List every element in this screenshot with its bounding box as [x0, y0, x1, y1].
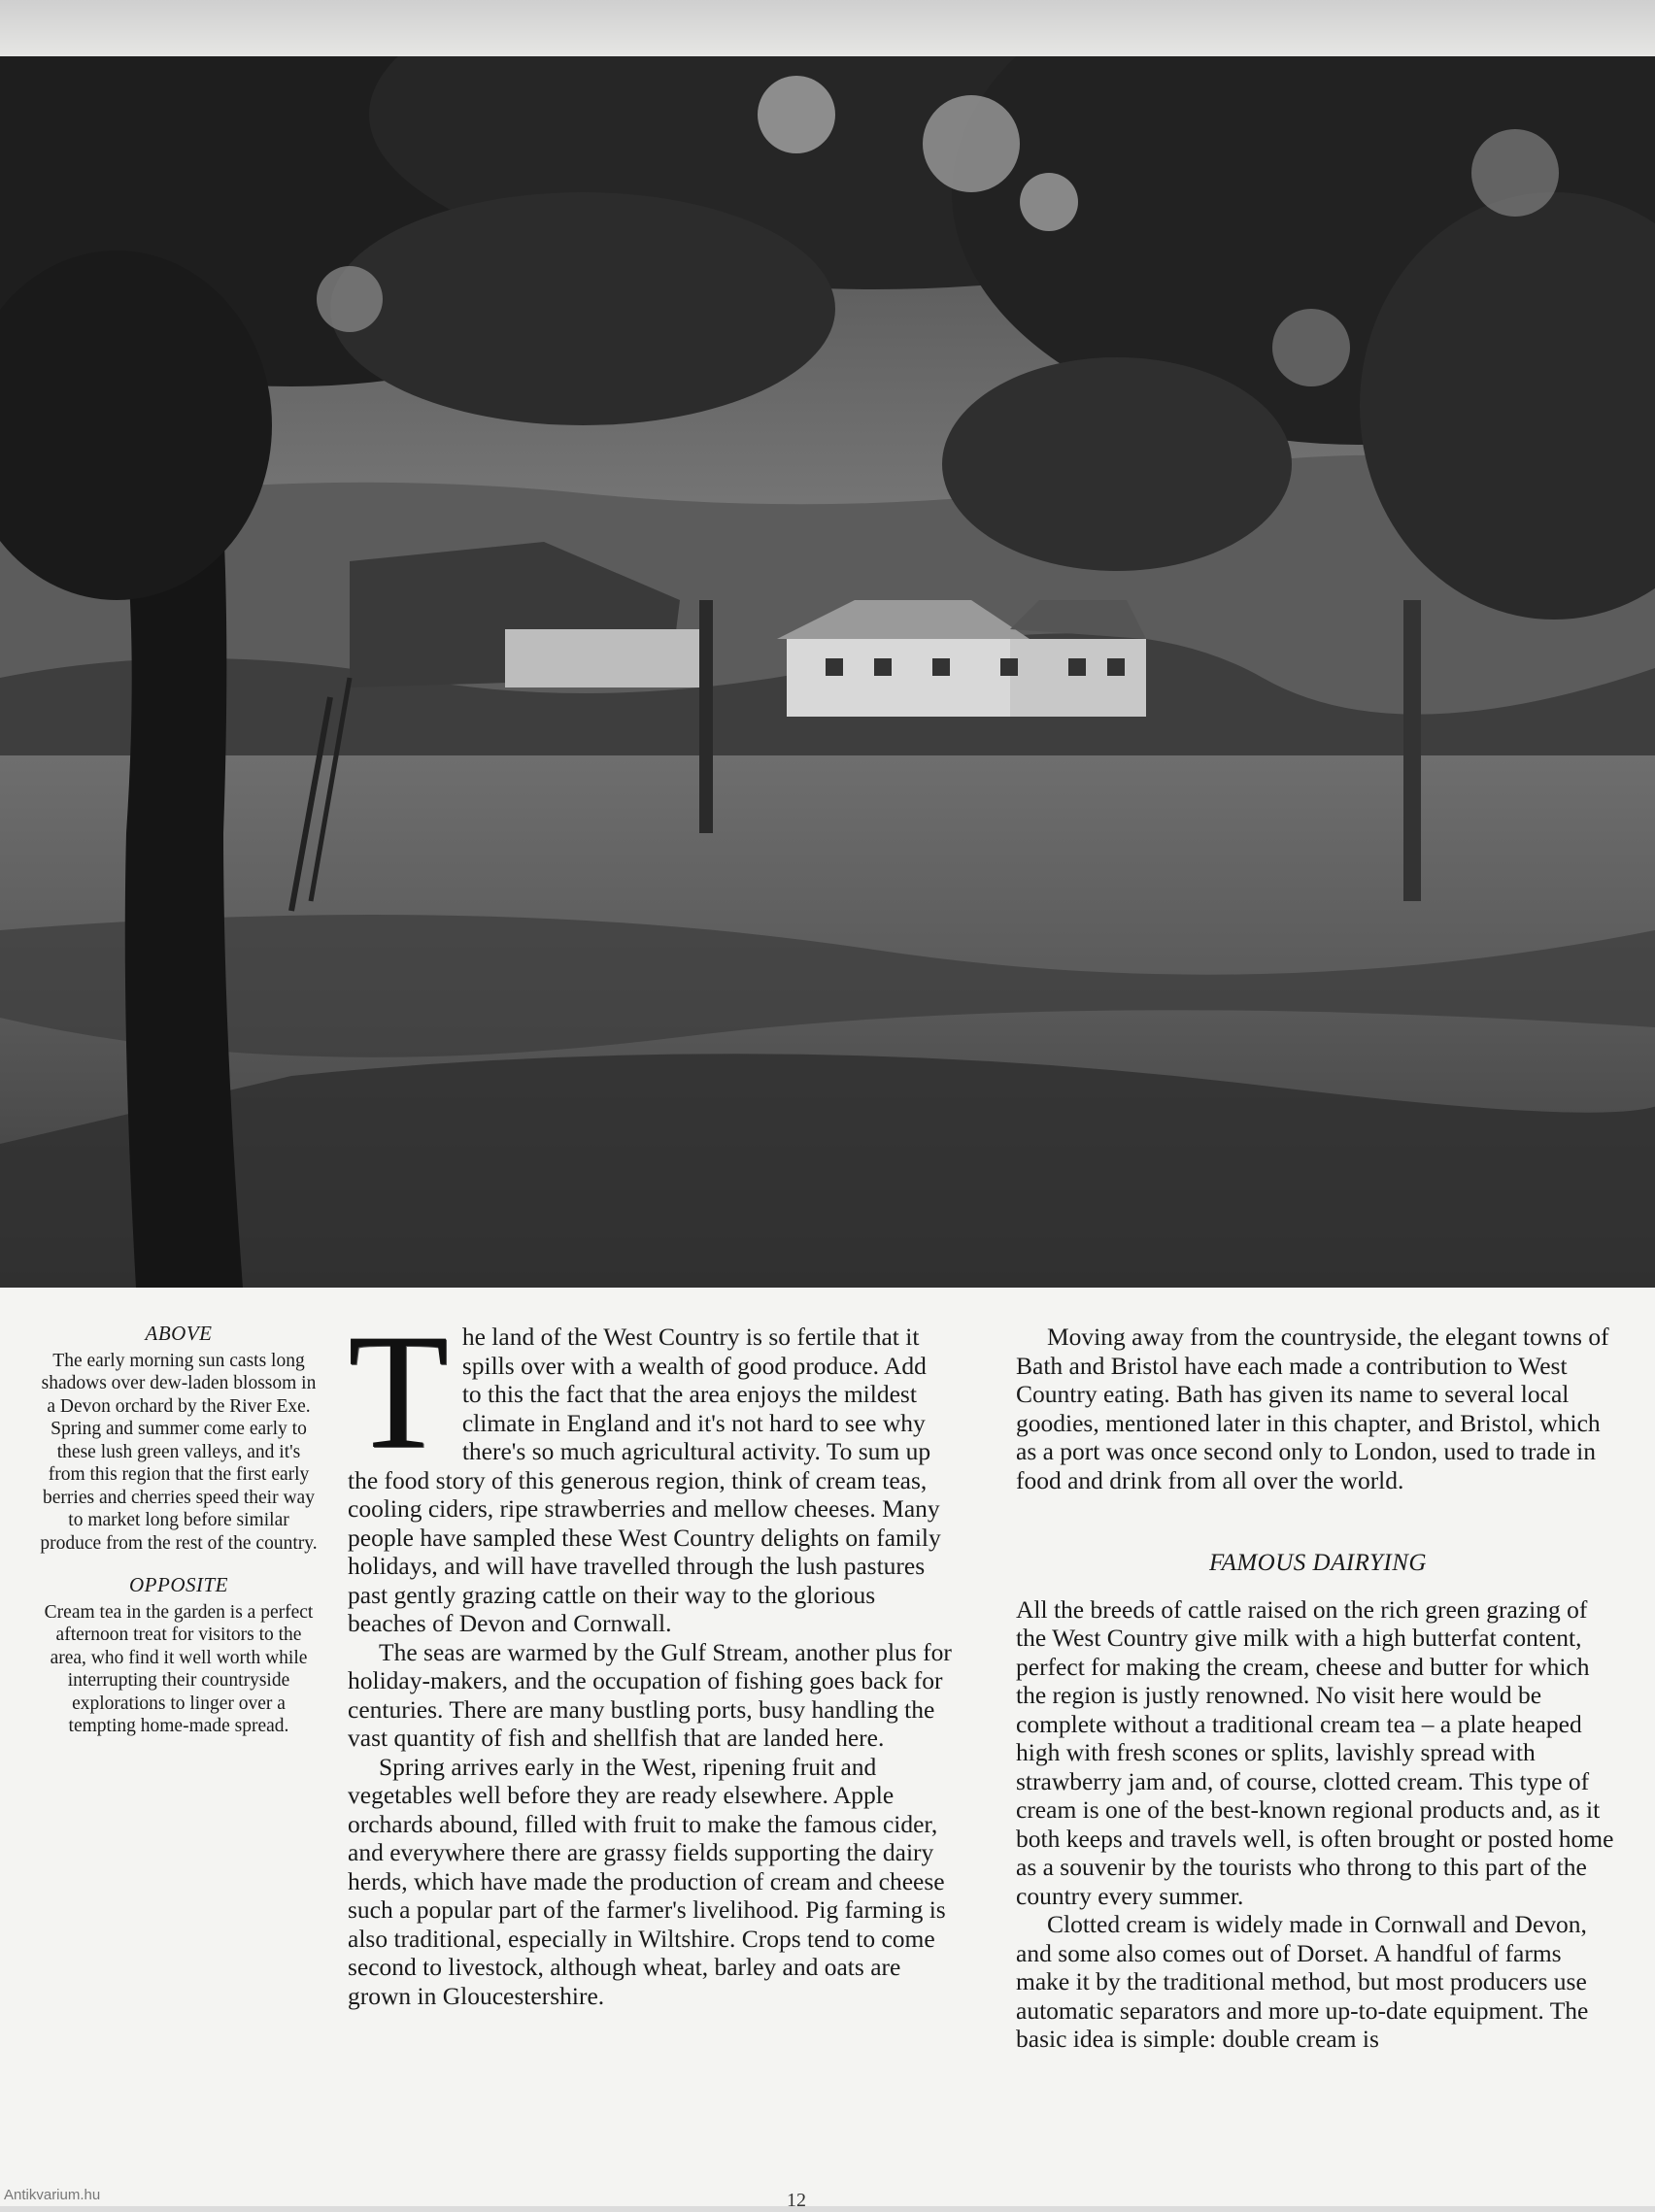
caption-column: [39, 1323, 319, 1758]
drop-cap: T: [348, 1300, 449, 1483]
watermark: Antikvarium.hu: [4, 2187, 101, 2203]
orchard-photo: [0, 56, 1655, 1288]
caption-text-above: The early morning sun casts long shadows over dew-laden blossom in a Devon orchard by the River Exe. Spring and summer come early to these lush green valleys, and it's from this region that the first early berries and cherries speed their way to market long before similar produce from the rest of the country.: [40, 1350, 318, 1554]
caption-heading-above: ABOVE: [145, 1322, 213, 1345]
orchard-photo-drawing: [0, 56, 1655, 1288]
article-column-1: [348, 1300, 952, 2010]
article-paragraph-5: All the breeds of cattle raised on the rich green grazing of the West Country give milk with a high butterfat content, perfect for making the cream, cheese and butter for which the region is justly renowned. No visit here would be complete without a traditional cream tea – a plate heaped high with fresh scones or splits, lavishly spread with strawberry jam and, of course, clotted cream. This type of cream is one of the best-known regional products and, as it both keeps and travels well, is often brought or posted home as a souvenir by the tourists who throng to this part of the country every summer.: [1016, 1594, 1614, 1910]
page-number: 12: [787, 2190, 806, 2211]
article-paragraph-1-text: he land of the West Country is so fertile that it spills over with a wealth of good produce. Add to this the fact that the area enjoys the mildest climate in England and it's not hard to see why there's so much agricultural activity. To sum up the food story of this generous region, think of cream teas, cooling ciders, ripe strawberries and mellow cheeses. Many people have sampled these West Country delights on family holidays, and will have travelled through the lush pastures past gently grazing cattle on their way to the glorious beaches of Devon and Cornwall.: [348, 1323, 941, 1637]
article-paragraph-6: Clotted cream is widely made in Cornwall and Devon, and some also comes out of Dorset. A handful of farms make it by the traditional method, but most producers use automatic separators and more up-to-date equipment. The basic idea is simple: double cream is: [1016, 1910, 1589, 2053]
article-column-2: [1016, 1323, 1620, 2054]
caption-heading-opposite: OPPOSITE: [129, 1573, 228, 1596]
article-paragraph-1: [348, 1300, 952, 1638]
page-top-edge: [0, 0, 1655, 56]
section-heading: FAMOUS DAIRYING: [1209, 1550, 1427, 1576]
article-paragraph-4: Moving away from the countryside, the elegant towns of Bath and Bristol have each made a contribution to West Country eating. Bath has given its name to several local goodies, mentioned later in this chapter, and Bristol, which as a port was once second only to London, used to trade in food and drink from all over the world.: [1016, 1323, 1609, 1494]
article-paragraph-2: The seas are warmed by the Gulf Stream, another plus for holiday-makers, and the occupation of fishing goes back for centuries. There are many bustling ports, busy handling the vast quantity of fish and shellfish that are landed here.: [348, 1637, 952, 1752]
caption-text-opposite: Cream tea in the garden is a perfect afternoon treat for visitors to the area, who find it well worth while interrupting their countryside explorations to linger over a tempting home-made spread.: [44, 1601, 314, 1736]
article-paragraph-3: Spring arrives early in the West, ripening fruit and vegetables well before they are ready elsewhere. Apple orchards abound, filled with fruit to make the famous cider, and everywhere there are grassy fields supporting the dairy herds, which have made the production of cream and cheese such a popular part of the farmer's livelihood. Pig farming is also traditional, especially in Wiltshire. Crops tend to come second to livestock, although wheat, barley and oats are grown in Gloucestershire.: [348, 1752, 946, 2010]
